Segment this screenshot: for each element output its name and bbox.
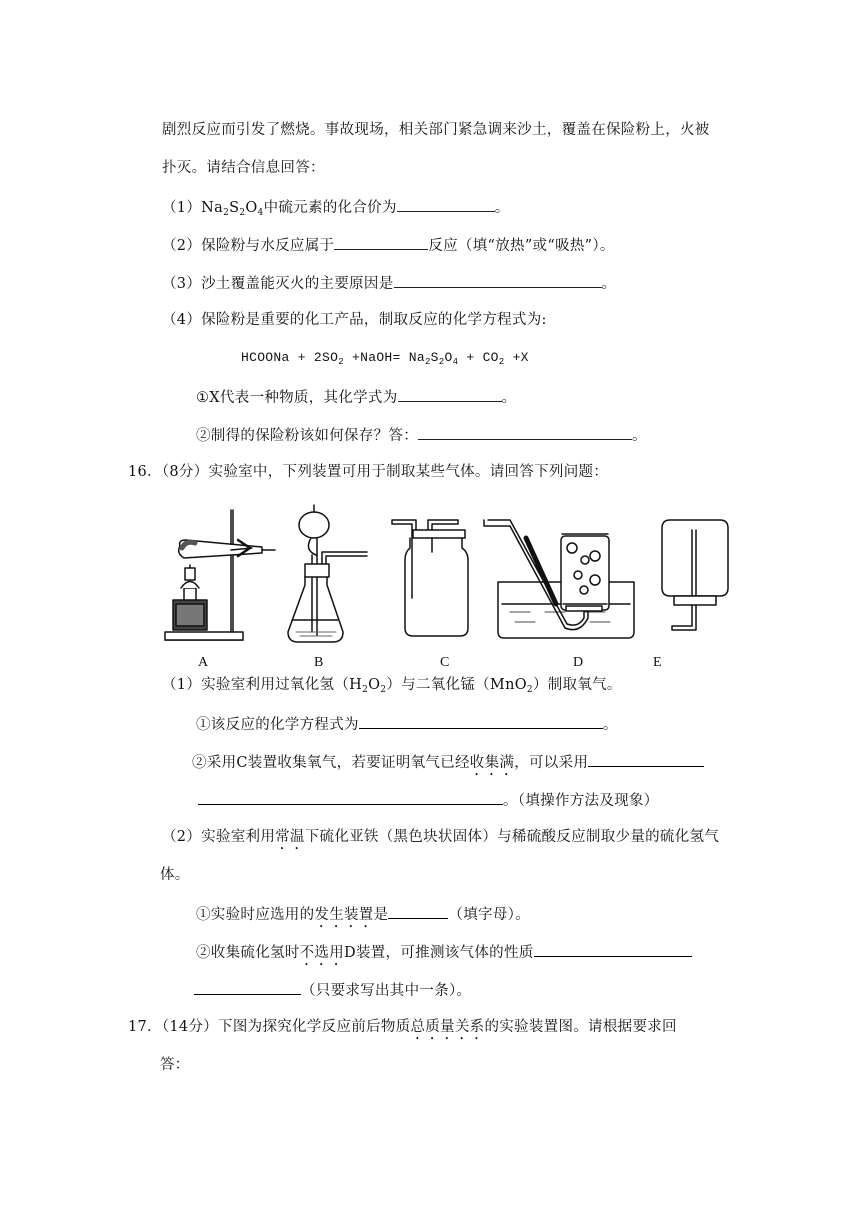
q16-part-1: （1）实验室利用过氧化氢$(H_2O_2)$与二氧化锰（MnO$_2$）制取氧气。 (162, 677, 622, 695)
apparatus-e (662, 520, 728, 630)
apparatus-a (165, 510, 275, 640)
q16-part-2-2: ②收集硫化氢时不选用D装置，可推测该气体的性质 (196, 941, 692, 969)
q15-item-4-2: ②制得的保险粉该如何保存？答： 。 (196, 424, 647, 446)
q16-part-2-cont: 体。 (160, 867, 190, 883)
apparatus-d (484, 520, 634, 638)
q17-title-cont: 答： (160, 1057, 190, 1073)
answer-blank[interactable] (588, 751, 704, 767)
answer-blank[interactable] (198, 789, 503, 805)
label-c: C (440, 655, 450, 670)
q15-item-3: （3）沙土覆盖能灭火的主要原因是 。 (162, 272, 616, 294)
q15-item-4-1: ①X代表一种物质，其化学式为 。 (196, 386, 516, 408)
q16-part-2-2-cont: （只要求写出其中一条）。 (194, 979, 471, 1001)
answer-blank[interactable] (194, 979, 301, 995)
apparatus-c (392, 520, 468, 636)
q15-item-1: $(1)Na_2S_2O_4$中硫元素的化合价为 。 (162, 196, 510, 218)
q16-part-1-2: ②采用C装置收集氧气，若要证明氧气已经收集满，可以采用 (192, 751, 704, 779)
intro-line-2: 扑灭。请结合信息回答： (162, 160, 325, 176)
q16-part-1-2-cont: 。（填操作方法及现象） (198, 789, 659, 811)
label-a: A (198, 655, 209, 670)
intro-line-1: 剧烈反应而引发了燃烧。事故现场，相关部门紧急调来沙土，覆盖在保险粉上，火被 (162, 122, 710, 138)
q16-part-2: （2）实验室利用常温下硫化亚铁（黑色块状固体）与稀硫酸反应制取少量的硫化氢气 (162, 829, 720, 845)
label-e: E (653, 655, 662, 670)
answer-blank[interactable] (534, 941, 692, 957)
answer-blank[interactable] (359, 713, 603, 729)
q15-item-2: （2）保险粉与水反应属于 反应（填“放热”或“吸热”）。 (162, 234, 615, 256)
q16-part-2-1: ①实验时应选用的发生装置是 （填字母）。 (196, 903, 530, 931)
label-b: B (314, 655, 324, 670)
q16-title: 16．（8分）实验室中，下列装置可用于制取某些气体。请回答下列问题： (128, 464, 609, 480)
answer-blank[interactable] (388, 903, 448, 919)
chemical-equation: HCOONa + $2SO_2$ +NaOH= $Na_2S_2O_4 + CO_2 +X$ (241, 350, 529, 367)
q17-title: 17．（14分）下图为探究化学反应前后物质总质量关系的实验装置图。请根据要求回 (128, 1019, 677, 1035)
label-d: D (573, 655, 584, 670)
q16-part-1-1: ①该反应的化学方程式为 。 (196, 713, 618, 735)
apparatus-b (288, 505, 367, 642)
q15-item-4: （4）保险粉是重要的化工产品，制取反应的化学方程式为: (162, 312, 547, 328)
